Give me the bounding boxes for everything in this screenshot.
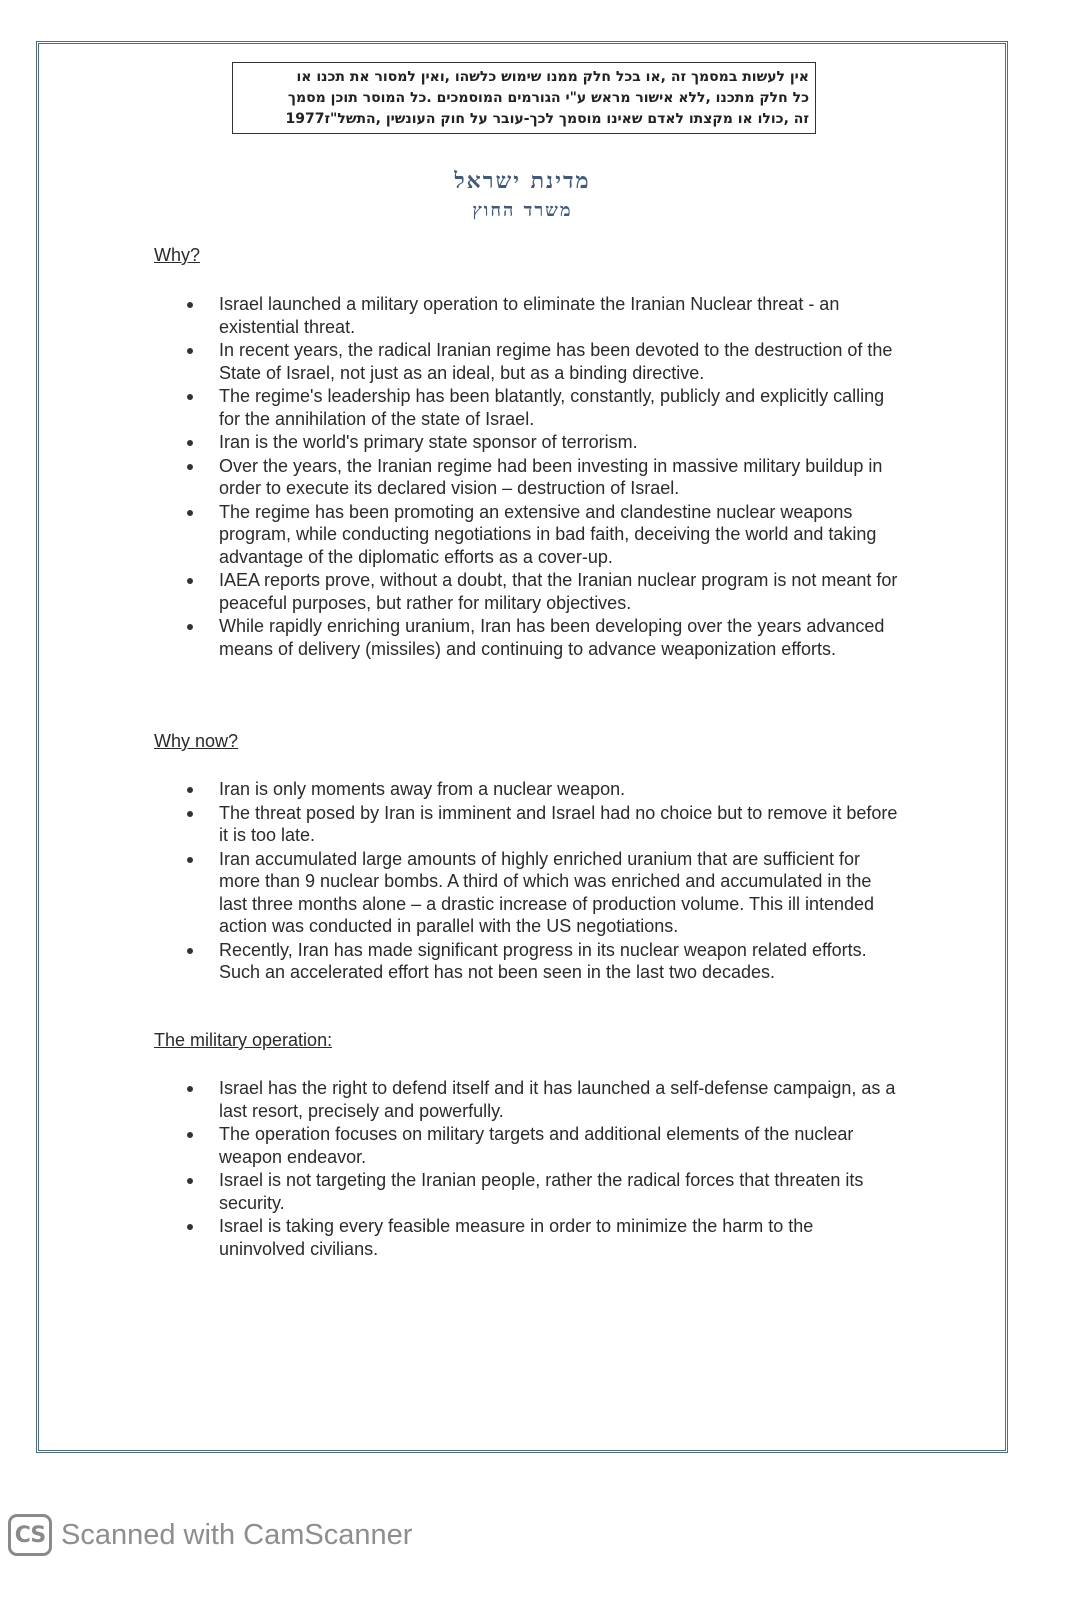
list-item: [180, 1169, 900, 1214]
list-item-text: Iran is only moments away from a nuclear weapon.: [219, 779, 626, 799]
list-item: [180, 1215, 900, 1260]
bullet-icon: [187, 624, 193, 630]
bullet-icon: [187, 1224, 193, 1230]
bullet-icon: [187, 811, 193, 817]
list-item: [180, 293, 900, 338]
section-heading-why-now: Why now?: [154, 731, 239, 751]
list-item-text: Israel is not targeting the Iranian people, rather the radical forces that threaten its security.: [219, 1170, 864, 1213]
list-item-text: Recently, Iran has made significant progress in its nuclear weapon related efforts. Such an accelerated effort has not been seen in the last two decades.: [219, 939, 867, 982]
bullet-icon: [187, 1178, 193, 1184]
bullet-icon: [187, 1086, 193, 1092]
notice-line: זה ,כולו או מקצתו לאדם שאינו מוסמך לכך-עובר על חוק העונשין ,התשל"ז1977: [285, 111, 809, 127]
bullet-icon: [187, 1132, 193, 1138]
section-heading-military-operation: The military operation:: [154, 1030, 333, 1050]
list-item: [180, 385, 900, 430]
list-item: [180, 339, 900, 384]
list-item: [180, 802, 900, 847]
state-name: מדינת ישראל: [454, 168, 591, 194]
list-item-text: IAEA reports prove, without a doubt, that the Iranian nuclear program is not meant for peaceful purposes, but rather for military objectives.: [219, 570, 898, 613]
list-item-text: In recent years, the radical Iranian regime has been devoted to the destruction of the State of Israel, not just as an ideal, but as a binding directive.: [219, 340, 893, 383]
list-item: [180, 455, 900, 500]
bullet-icon: [187, 948, 193, 954]
bullet-icon: [187, 578, 193, 584]
list-item: [180, 848, 900, 938]
list-item-text: Iran is the world's primary state sponsor of terrorism.: [219, 432, 638, 452]
bullet-icon: [187, 787, 193, 793]
list-item: [180, 1077, 900, 1122]
watermark-text: Scanned with CamScanner: [61, 1518, 413, 1551]
list-item-text: Israel is taking every feasible measure in order to minimize the harm to the uninvolved civilians.: [219, 1216, 814, 1259]
list-item-text: The operation focuses on military targets and additional elements of the nuclear weapon endeavor.: [219, 1124, 854, 1167]
bullet-icon: [187, 510, 193, 516]
list-item: [180, 1123, 900, 1168]
why-now-list: [180, 778, 900, 985]
confidentiality-notice: [232, 62, 816, 134]
list-item-text: While rapidly enriching uranium, Iran has been developing over the years advanced means of delivery (missiles) and continuing to advance weaponization efforts.: [219, 616, 885, 659]
list-item-text: Over the years, the Iranian regime had been investing in massive military buildup in order to execute its declared vision – destruction of Israel.: [219, 455, 883, 498]
military-operation-list: [180, 1077, 900, 1261]
list-item-text: The regime's leadership has been blatantly, constantly, publicly and explicitly calling for the annihilation of the state of Israel.: [219, 386, 885, 429]
bullet-icon: [187, 302, 193, 308]
bullet-icon: [187, 464, 193, 470]
list-item-text: Iran accumulated large amounts of highly enriched uranium that are sufficient for more than 9 nuclear bombs. A third of which was enriched and accumulated in the last three months alone – a drastic increase of production volume. This ill intended action was conducted in parallel with the US negotiations.: [219, 848, 875, 936]
bullet-icon: [187, 394, 193, 400]
list-item-text: The regime has been promoting an extensive and clandestine nuclear weapons program, while conducting negotiations in bad faith, deceiving the world and taking advantage of the diplomatic efforts as a cover-up.: [219, 501, 877, 567]
why-list: [180, 293, 900, 661]
bullet-icon: [187, 348, 193, 354]
list-item: [180, 501, 900, 569]
notice-line: אין לעשות במסמך זה ,או בכל חלק ממנו שימוש כלשהו ,ואין למסור את תכנו או: [296, 69, 809, 85]
ministry-name: משרד החוץ: [472, 200, 573, 221]
list-item: [180, 569, 900, 614]
list-item: [180, 615, 900, 660]
camscanner-logo-icon: CS: [8, 1514, 52, 1556]
bullet-icon: [187, 440, 193, 446]
list-item-text: The threat posed by Iran is imminent and Israel had no choice but to remove it before it is too late.: [219, 802, 898, 845]
list-item: [180, 778, 900, 801]
list-item-text: Israel has the right to defend itself and it has launched a self-defense campaign, as a last resort, precisely and powerfully.: [219, 1078, 896, 1121]
list-item: [180, 939, 900, 984]
list-item-text: Israel launched a military operation to eliminate the Iranian Nuclear threat - an existential threat.: [219, 294, 840, 337]
bullet-icon: [187, 857, 193, 863]
camscanner-watermark: [8, 1512, 412, 1558]
notice-line: כל חלק מתכנו ,ללא אישור מראש ע"י הגורמים המוסמכים .כל המוסר תוכן מסמך: [287, 90, 809, 106]
list-item: [180, 431, 900, 454]
section-heading-why: Why?: [154, 245, 201, 265]
